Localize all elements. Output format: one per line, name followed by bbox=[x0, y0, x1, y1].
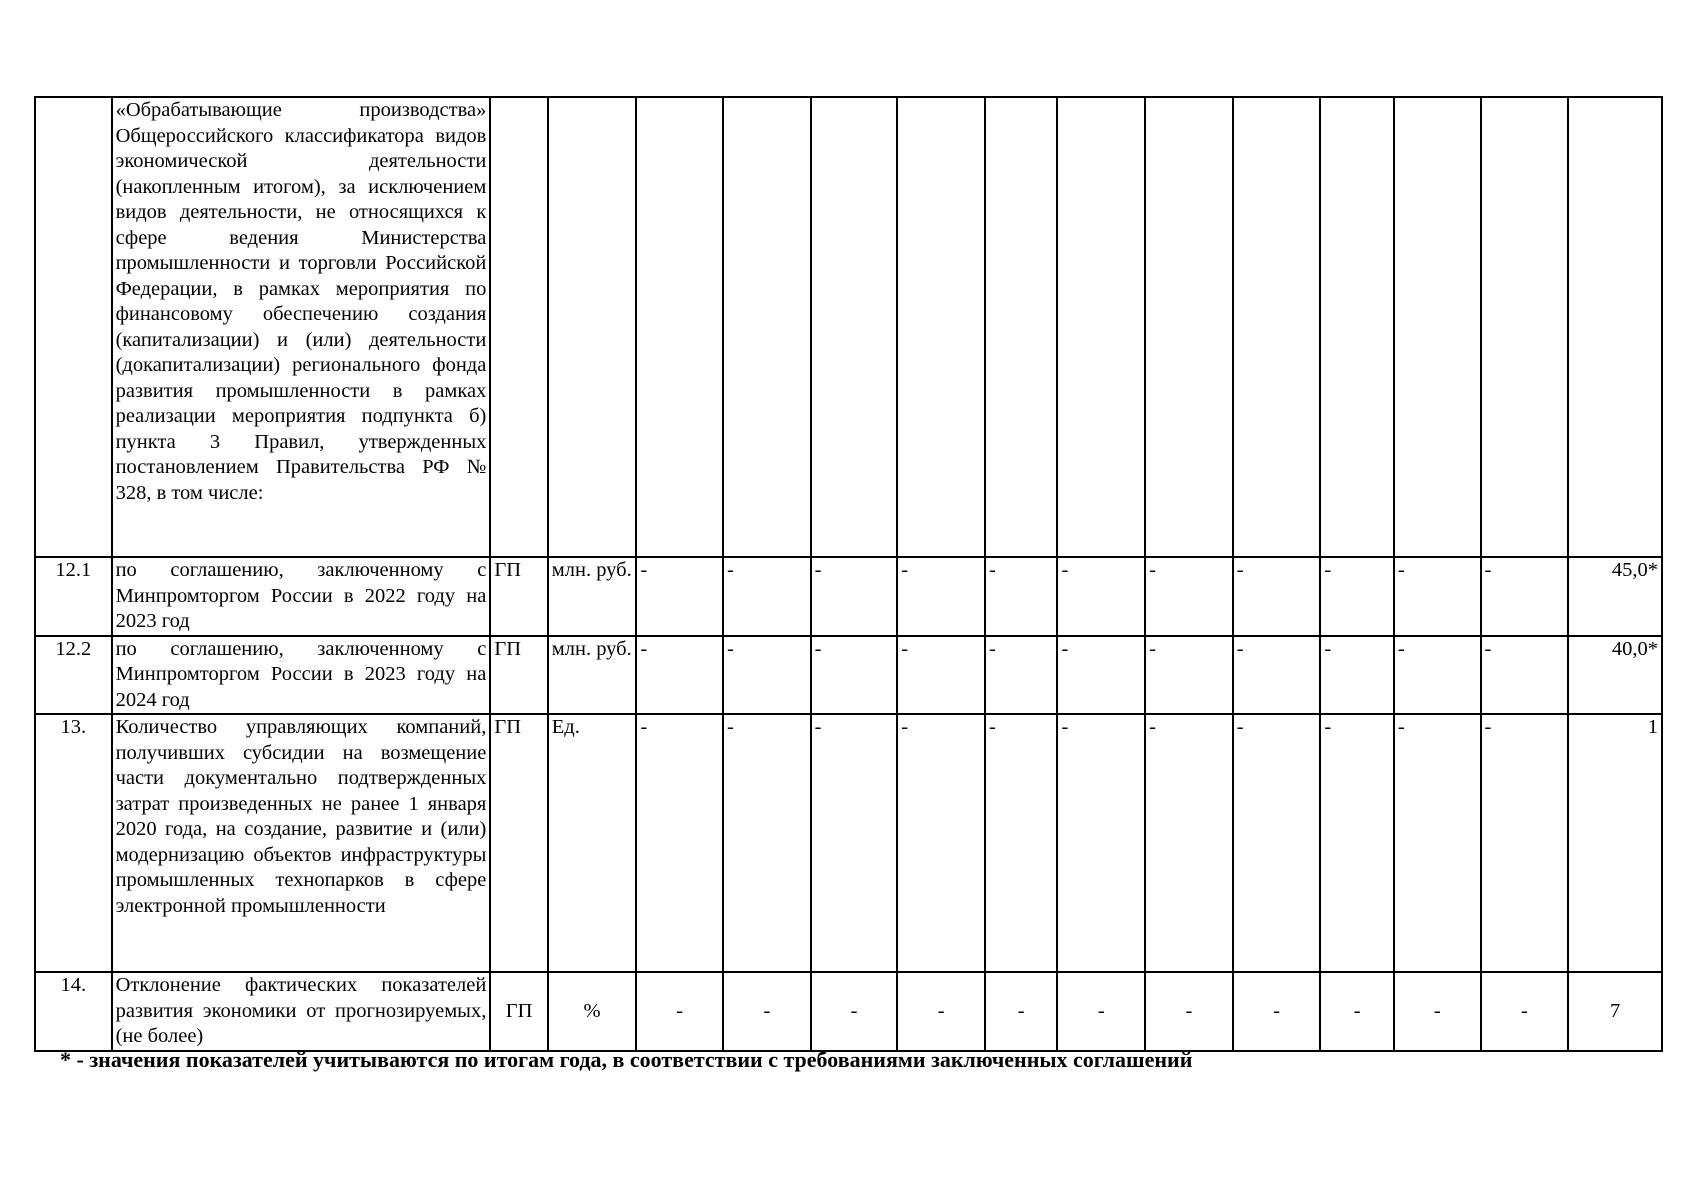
value-cell-last: 45,0* bbox=[1568, 557, 1662, 636]
value-cell: - bbox=[811, 636, 898, 715]
value-cell: - bbox=[723, 557, 811, 636]
table-row-12-2 bbox=[35, 636, 1662, 715]
value-cell: - bbox=[811, 557, 898, 636]
cell bbox=[1394, 97, 1481, 557]
row-unit: млн. руб. bbox=[548, 636, 637, 715]
row-type: ГП bbox=[490, 972, 547, 1051]
value-cell: - bbox=[985, 972, 1058, 1051]
value-cell: - bbox=[636, 714, 723, 972]
value-cell: - bbox=[1481, 557, 1569, 636]
value-cell-last: 1 bbox=[1568, 714, 1662, 972]
value-cell: - bbox=[897, 972, 985, 1051]
value-cell: - bbox=[1320, 557, 1394, 636]
cell bbox=[1320, 97, 1394, 557]
value-cell: - bbox=[897, 714, 985, 972]
row-description: по соглашению, заключенному с Минпромторгом России в 2023 году на 2024 год bbox=[112, 636, 491, 715]
value-cell: - bbox=[1481, 636, 1569, 715]
table-row-14 bbox=[35, 972, 1662, 1051]
cell bbox=[1568, 97, 1662, 557]
value-cell: - bbox=[1057, 972, 1145, 1051]
cell bbox=[985, 97, 1058, 557]
cell bbox=[897, 97, 985, 557]
row-type: ГП bbox=[490, 636, 547, 715]
cell bbox=[1481, 97, 1569, 557]
row-num: 12.2 bbox=[35, 636, 112, 715]
value-cell: - bbox=[1394, 714, 1481, 972]
value-cell: - bbox=[1057, 714, 1145, 972]
value-cell: - bbox=[1233, 714, 1321, 972]
value-cell: - bbox=[723, 636, 811, 715]
row-num: 13. bbox=[35, 714, 112, 972]
row-num bbox=[35, 97, 112, 557]
value-cell: - bbox=[1481, 714, 1569, 972]
row-num: 14. bbox=[35, 972, 112, 1051]
table-row-12-1 bbox=[35, 557, 1662, 636]
value-cell: - bbox=[1394, 557, 1481, 636]
row-unit: млн. руб. bbox=[548, 557, 637, 636]
value-cell: - bbox=[1320, 636, 1394, 715]
cell bbox=[548, 97, 637, 557]
cell bbox=[636, 97, 723, 557]
footnote: * - значения показателей учитываются по итогам года, в соответствии с требованиями заключенных соглашений bbox=[60, 1047, 1193, 1072]
row-description: Количество управляющих компаний, получивших субсидии на возмещение части документально подтвержденных затрат произведенных не ранее 1 января 2020 года, на создание, развитие и (или) модернизацию объектов инфраструктуры промышленных технопарков в сфере электронной промышленности bbox=[112, 714, 491, 972]
value-cell: - bbox=[1145, 636, 1233, 715]
row-description: Отклонение фактических показателей развития экономики от прогнозируемых, (не более) bbox=[112, 972, 491, 1051]
value-cell: - bbox=[636, 972, 723, 1051]
row-type: ГП bbox=[490, 714, 547, 972]
value-cell: - bbox=[1394, 636, 1481, 715]
row-description: «Обрабатывающие производства» Общероссийского классификатора видов экономической деятельности (накопленным итогом), за исключением видов деятельности, не относящихся к сфере ведения Министерства промышленности и торговли Российской Федерации, в рамках мероприятия по финансовому обеспечению создания (капитализации) и (или) деятельности (докапитализации) регионального фонда развития промышленности в рамках реализации мероприятия подпункта б) пункта 3 Правил, утвержденных постановлением Правительства РФ № 328, в том числе: bbox=[112, 97, 491, 557]
cell bbox=[490, 97, 547, 557]
value-cell: - bbox=[985, 714, 1058, 972]
row-type: ГП bbox=[490, 557, 547, 636]
value-cell-last: 40,0* bbox=[1568, 636, 1662, 715]
cell bbox=[811, 97, 898, 557]
value-cell: - bbox=[1145, 557, 1233, 636]
value-cell: - bbox=[985, 557, 1058, 636]
value-cell: - bbox=[636, 636, 723, 715]
value-cell: - bbox=[985, 636, 1058, 715]
value-cell: - bbox=[811, 714, 898, 972]
value-cell: - bbox=[1233, 557, 1321, 636]
cell bbox=[1057, 97, 1145, 557]
indicators-table bbox=[34, 96, 1663, 1052]
value-cell: - bbox=[1394, 972, 1481, 1051]
value-cell: - bbox=[1233, 972, 1321, 1051]
value-cell: - bbox=[636, 557, 723, 636]
row-description: по соглашению, заключенному с Минпромторгом России в 2022 году на 2023 год bbox=[112, 557, 491, 636]
value-cell: - bbox=[897, 557, 985, 636]
value-cell: - bbox=[1320, 714, 1394, 972]
value-cell: - bbox=[1320, 972, 1394, 1051]
row-unit: Ед. bbox=[548, 714, 637, 972]
value-cell: - bbox=[811, 972, 898, 1051]
value-cell: - bbox=[1057, 636, 1145, 715]
table-row-12 bbox=[35, 97, 1662, 557]
value-cell: - bbox=[723, 972, 811, 1051]
cell bbox=[1233, 97, 1321, 557]
value-cell: - bbox=[1145, 972, 1233, 1051]
value-cell-last: 7 bbox=[1568, 972, 1662, 1051]
value-cell: - bbox=[1145, 714, 1233, 972]
row-num: 12.1 bbox=[35, 557, 112, 636]
cell bbox=[1145, 97, 1233, 557]
row-unit: % bbox=[548, 972, 637, 1051]
value-cell: - bbox=[1057, 557, 1145, 636]
table-row-13 bbox=[35, 714, 1662, 972]
value-cell: - bbox=[1233, 636, 1321, 715]
cell bbox=[723, 97, 811, 557]
value-cell: - bbox=[723, 714, 811, 972]
value-cell: - bbox=[897, 636, 985, 715]
value-cell: - bbox=[1481, 972, 1569, 1051]
